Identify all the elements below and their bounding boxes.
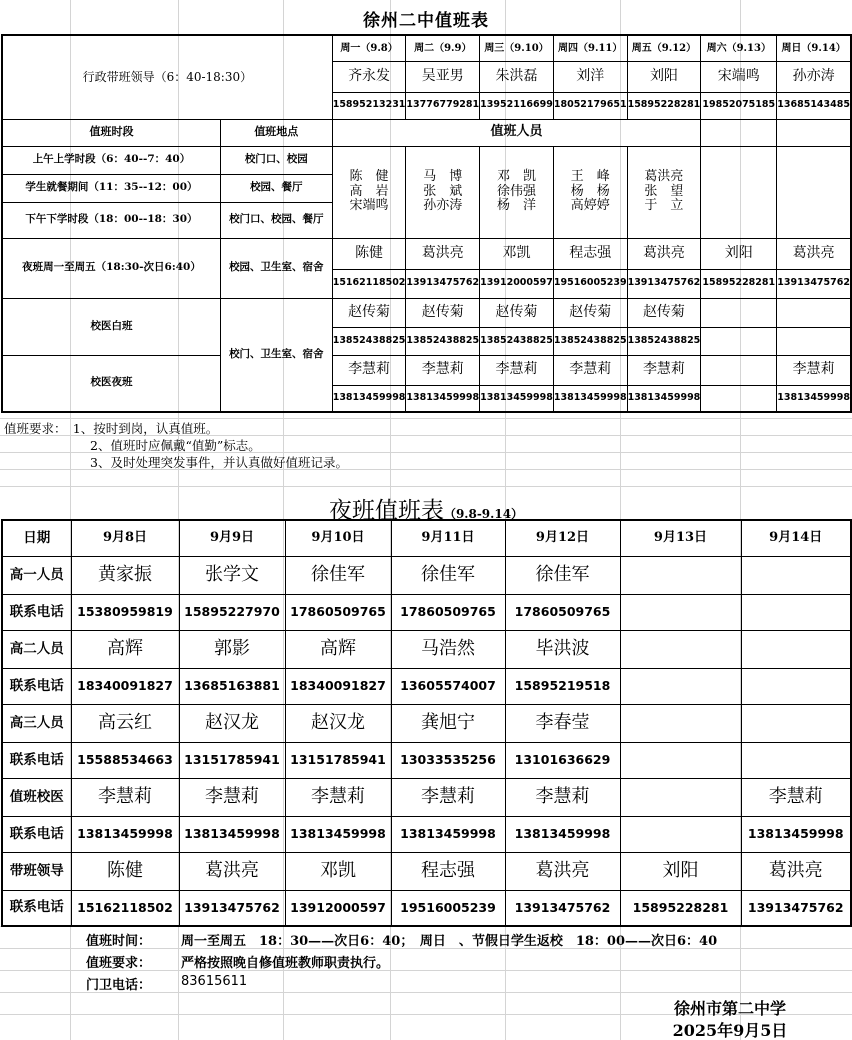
admin-name: 刘阳	[627, 61, 701, 92]
staff-phone: 13813459998	[741, 816, 851, 852]
staff-name: 徐佳军	[285, 556, 391, 594]
duty-place-header: 值班地点	[220, 119, 332, 146]
duty-table	[1, 34, 852, 413]
footer-gate-label: 门卫电话：	[86, 978, 152, 993]
doctor-day-phone: 13852438825	[332, 327, 406, 355]
gridline	[0, 486, 852, 487]
staff-name: 李慧莉	[391, 778, 505, 816]
staff-name: 毕洪波	[505, 630, 620, 668]
doctor-night-phone: 13813459998	[480, 385, 554, 412]
requirement-line: 值班要求： 1、按时到岗，认真值班。	[4, 421, 219, 436]
staff-name: 龚旭宁	[391, 704, 505, 742]
duty-slot-place: 校门口、校园	[220, 146, 332, 174]
staff-phone: 19516005239	[391, 890, 505, 926]
staff-phone	[741, 594, 851, 630]
staff-phone: 15380959819	[71, 594, 179, 630]
admin-phone: 13952116699	[480, 92, 554, 119]
staff-name	[741, 704, 851, 742]
date-header: 日期	[2, 520, 71, 556]
staff-name	[620, 778, 741, 816]
doctor-day-name: 赵传菊	[627, 298, 701, 327]
staff-phone: 13813459998	[391, 816, 505, 852]
admin-phone: 13685143485	[777, 92, 851, 119]
doctor-night-name: 李慧莉	[332, 355, 406, 385]
staff-name: 刘阳	[620, 852, 741, 890]
night-phone: 13912000597	[480, 269, 554, 298]
admin-day: 周三（9.10）	[480, 35, 554, 61]
admin-name: 朱洪磊	[480, 61, 554, 92]
night-name: 陈健	[332, 238, 406, 269]
staff-name: 李慧莉	[285, 778, 391, 816]
admin-name: 刘洋	[553, 61, 627, 92]
staff-name: 赵汉龙	[285, 704, 391, 742]
admin-label: 行政带班领导（6：40-18:30）	[2, 35, 332, 119]
night-phone: 13913475762	[627, 269, 701, 298]
staff-phone: 13101636629	[505, 742, 620, 778]
admin-phone: 13776779281	[406, 92, 480, 119]
admin-phone: 15895213231	[332, 92, 406, 119]
footer-req-label: 值班要求：	[86, 956, 152, 971]
footer-gate-phone: 83615611	[181, 974, 248, 989]
staff-name: 葛洪亮	[505, 852, 620, 890]
staff-phone: 13813459998	[179, 816, 285, 852]
staff-name: 高辉	[71, 630, 179, 668]
doctor-day-phone: 13852438825	[406, 327, 480, 355]
night-duty-table	[1, 519, 852, 927]
admin-day: 周一（9.8）	[332, 35, 406, 61]
doctor-night-phone	[701, 385, 777, 412]
row-label: 联系电话	[2, 890, 71, 926]
staff-phone	[620, 668, 741, 704]
staff-phone: 13912000597	[285, 890, 391, 926]
staff-phone: 13605574007	[391, 668, 505, 704]
staff-phone	[741, 742, 851, 778]
staff-name: 高云红	[71, 704, 179, 742]
staff-phone: 15588534663	[71, 742, 179, 778]
row-label: 联系电话	[2, 816, 71, 852]
row-label: 联系电话	[2, 668, 71, 704]
row-label: 值班校医	[2, 778, 71, 816]
doctor-night-name: 李慧莉	[480, 355, 554, 385]
staff-name: 陈健	[71, 852, 179, 890]
row-label: 联系电话	[2, 742, 71, 778]
admin-phone: 19852075185	[701, 92, 777, 119]
admin-day: 周六（9.13）	[701, 35, 777, 61]
table-row	[2, 668, 851, 704]
staff-name: 赵汉龙	[179, 704, 285, 742]
staff-name: 葛洪亮	[741, 852, 851, 890]
table-row	[2, 778, 851, 816]
staff-phone: 13913475762	[505, 890, 620, 926]
doctor-night-label: 校医夜班	[2, 355, 220, 412]
staff-name: 李慧莉	[179, 778, 285, 816]
duty-group: 邓 凯 徐伟强 杨 洋	[480, 146, 554, 238]
doctor-night-phone: 13813459998	[406, 385, 480, 412]
staff-name	[620, 704, 741, 742]
night-label: 夜班周一至周五（18:30-次日6:40）	[2, 238, 220, 298]
staff-phone: 13685163881	[179, 668, 285, 704]
staff-phone	[620, 816, 741, 852]
doctor-day-name: 赵传菊	[480, 298, 554, 327]
duty-slot-time: 下午下学时段（18：00--18：30）	[2, 202, 220, 238]
night-name: 程志强	[553, 238, 627, 269]
night-title-text: 夜班值班表	[328, 498, 444, 524]
doctor-day-name: 赵传菊	[332, 298, 406, 327]
staff-phone: 17860509765	[391, 594, 505, 630]
row-label: 高一人员	[2, 556, 71, 594]
row-label: 联系电话	[2, 594, 71, 630]
staff-phone: 18340091827	[285, 668, 391, 704]
date-cell: 9月13日	[620, 520, 741, 556]
doctor-day-phone: 13852438825	[553, 327, 627, 355]
staff-phone: 13913475762	[741, 890, 851, 926]
staff-name: 黄家振	[71, 556, 179, 594]
staff-phone: 13151785941	[285, 742, 391, 778]
table-row	[2, 704, 851, 742]
staff-phone	[620, 742, 741, 778]
admin-name: 孙亦涛	[777, 61, 851, 92]
staff-name: 李慧莉	[741, 778, 851, 816]
doctor-night-name: 李慧莉	[627, 355, 701, 385]
staff-phone: 17860509765	[285, 594, 391, 630]
night-phone: 13913475762	[406, 269, 480, 298]
staff-phone	[620, 594, 741, 630]
date-cell: 9月14日	[741, 520, 851, 556]
staff-name: 李春莹	[505, 704, 620, 742]
row-label: 带班领导	[2, 852, 71, 890]
duty-slot-time: 上午上学时段（6：40--7：40）	[2, 146, 220, 174]
staff-phone: 17860509765	[505, 594, 620, 630]
issue-date: 2025年9月5日	[672, 1021, 788, 1040]
table-row	[2, 556, 851, 594]
date-cell: 9月12日	[505, 520, 620, 556]
row-label: 高三人员	[2, 704, 71, 742]
table-row	[2, 742, 851, 778]
date-cell: 9月10日	[285, 520, 391, 556]
admin-day: 周五（9.12）	[627, 35, 701, 61]
staff-phone: 13033535256	[391, 742, 505, 778]
duty-slot-time: 学生就餐期间（11：35--12：00）	[2, 174, 220, 202]
admin-phone: 18052179651	[553, 92, 627, 119]
doctor-night-name	[701, 355, 777, 385]
doctor-night-phone: 13813459998	[627, 385, 701, 412]
requirement-line: 3、及时处理突发事件，并认真做好值班记录。	[90, 455, 348, 470]
table-row	[2, 890, 851, 926]
night-phone: 19516005239	[553, 269, 627, 298]
staff-phone: 13813459998	[285, 816, 391, 852]
doctor-night-phone: 13813459998	[553, 385, 627, 412]
date-cell: 9月8日	[71, 520, 179, 556]
admin-name: 宋端鸣	[701, 61, 777, 92]
doctor-place: 校门、卫生室、宿舍	[220, 298, 332, 412]
staff-name	[620, 556, 741, 594]
footer-time-value: 周一至周五 18：30——次日6：40； 周日 、节假日学生返校 18：00——次日6：40	[181, 934, 718, 949]
doctor-day-name: 赵传菊	[553, 298, 627, 327]
staff-name	[620, 630, 741, 668]
staff-phone: 18340091827	[71, 668, 179, 704]
staff-name: 葛洪亮	[179, 852, 285, 890]
night-name: 邓凯	[480, 238, 554, 269]
staff-phone: 15895219518	[505, 668, 620, 704]
staff-name	[741, 630, 851, 668]
duty-group: 王 峰 杨 杨 高婷婷	[553, 146, 627, 238]
duty-slot-place: 校园、餐厅	[220, 174, 332, 202]
staff-phone: 15162118502	[71, 890, 179, 926]
table-row	[2, 594, 851, 630]
admin-day: 周四（9.11）	[553, 35, 627, 61]
staff-name: 郭影	[179, 630, 285, 668]
staff-name	[741, 556, 851, 594]
admin-name: 齐永发	[332, 61, 406, 92]
staff-name: 马浩然	[391, 630, 505, 668]
duty-group: 马 博 张 斌 孙亦涛	[406, 146, 480, 238]
night-phone: 15895228281	[701, 269, 777, 298]
staff-name: 李慧莉	[505, 778, 620, 816]
doctor-night-phone: 13813459998	[777, 385, 851, 412]
table-row	[2, 852, 851, 890]
staff-name: 徐佳军	[505, 556, 620, 594]
footer-req-value: 严格按照晚自修值班教师职责执行。	[181, 956, 390, 971]
doctor-night-name: 李慧莉	[406, 355, 480, 385]
staff-phone: 13813459998	[505, 816, 620, 852]
duty-slot-place: 校门口、校园、餐厅	[220, 202, 332, 238]
staff-name: 高辉	[285, 630, 391, 668]
night-phone: 13913475762	[777, 269, 851, 298]
doctor-day-label: 校医白班	[2, 298, 220, 355]
table-row	[2, 630, 851, 668]
admin-day: 周日（9.14）	[777, 35, 851, 61]
staff-phone: 13913475762	[179, 890, 285, 926]
doctor-night-name: 李慧莉	[777, 355, 851, 385]
staff-name: 邓凯	[285, 852, 391, 890]
footer-time-label: 值班时间：	[86, 934, 152, 949]
night-name: 刘阳	[701, 238, 777, 269]
admin-name: 吴亚男	[406, 61, 480, 92]
night-phone: 15162118502	[332, 269, 406, 298]
staff-name: 李慧莉	[71, 778, 179, 816]
night-title-range: （9.8-9.14）	[443, 507, 524, 521]
night-name: 葛洪亮	[777, 238, 851, 269]
table-row	[2, 816, 851, 852]
staff-phone: 13151785941	[179, 742, 285, 778]
duty-group: 陈 健 高 岩 宋端鸣	[332, 146, 406, 238]
duty-staff-header: 值班人员	[332, 119, 701, 146]
doctor-night-name: 李慧莉	[553, 355, 627, 385]
admin-day: 周二（9.9）	[406, 35, 480, 61]
doctor-day-name: 赵传菊	[406, 298, 480, 327]
staff-phone: 15895228281	[620, 890, 741, 926]
staff-phone: 13813459998	[71, 816, 179, 852]
admin-phone: 15895228281	[627, 92, 701, 119]
staff-phone	[741, 668, 851, 704]
row-label: 高二人员	[2, 630, 71, 668]
night-name: 葛洪亮	[627, 238, 701, 269]
school-name: 徐州市第二中学	[673, 999, 786, 1018]
duty-title: 徐州二中值班表	[363, 11, 489, 31]
staff-name: 张学文	[179, 556, 285, 594]
doctor-day-phone: 13852438825	[480, 327, 554, 355]
doctor-night-phone: 13813459998	[332, 385, 406, 412]
staff-phone: 15895227970	[179, 594, 285, 630]
doctor-day-phone: 13852438825	[627, 327, 701, 355]
duty-time-header: 值班时段	[2, 119, 220, 146]
staff-name: 徐佳军	[391, 556, 505, 594]
date-cell: 9月9日	[179, 520, 285, 556]
staff-name: 程志强	[391, 852, 505, 890]
duty-group: 葛洪亮 张 望 于 立	[627, 146, 701, 238]
night-name: 葛洪亮	[406, 238, 480, 269]
night-place: 校园、卫生室、宿舍	[220, 238, 332, 298]
date-cell: 9月11日	[391, 520, 505, 556]
requirement-line: 2、值班时应佩戴“值勤”标志。	[90, 438, 261, 453]
